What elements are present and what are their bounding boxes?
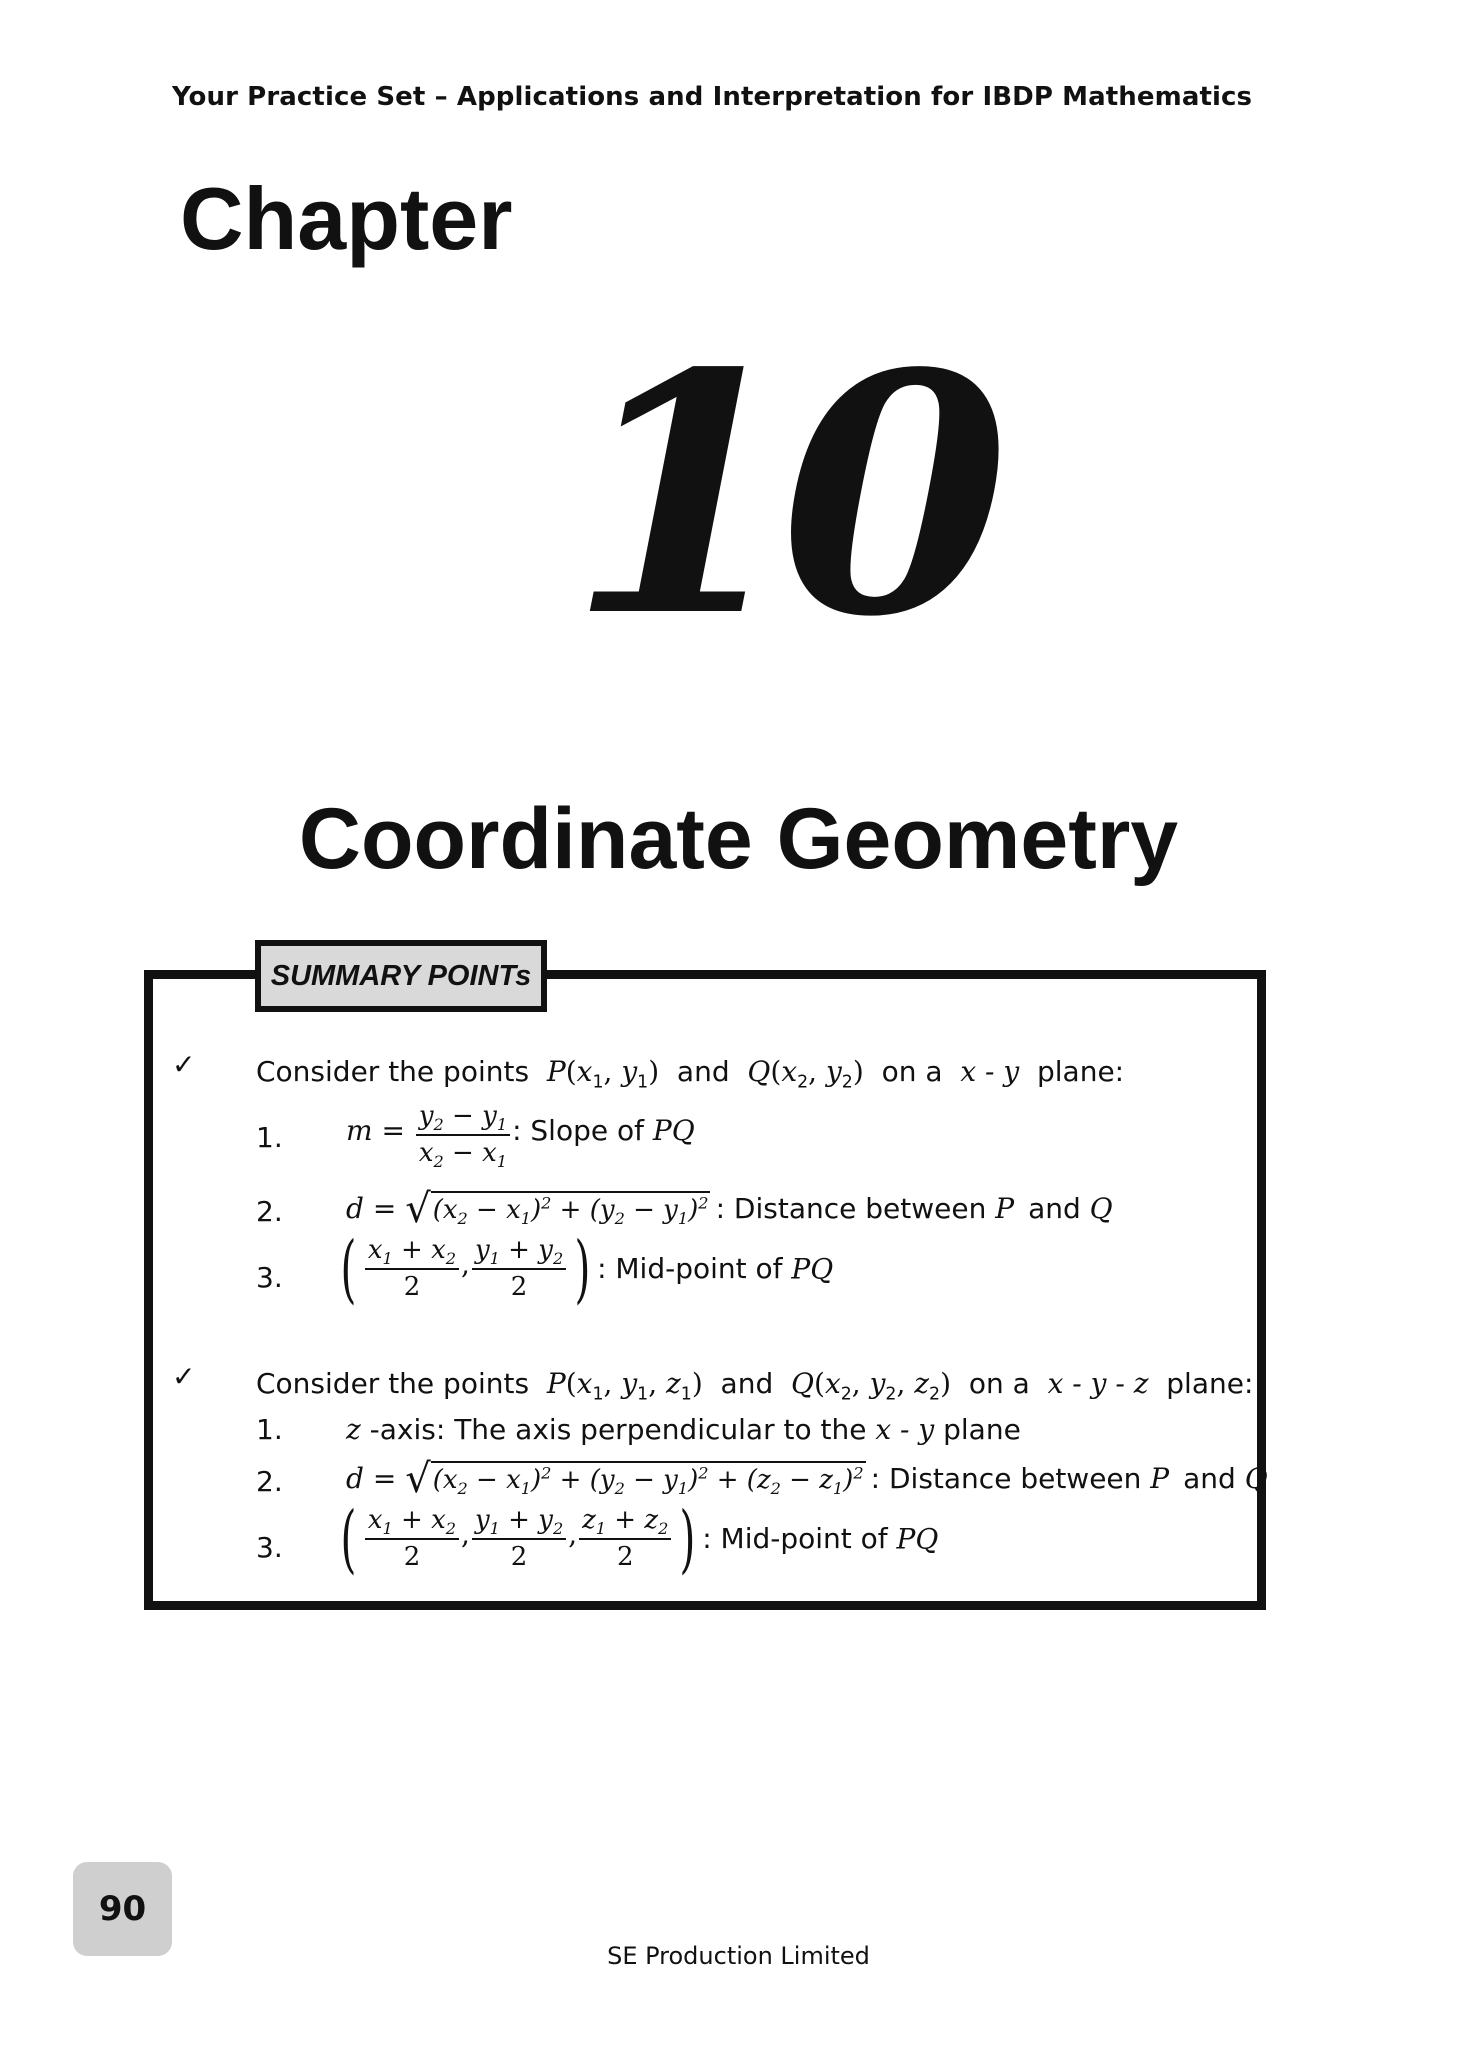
item-number: 3. <box>256 1261 283 1294</box>
z-axis-desc: -axis: The axis perpendicular to the <box>369 1413 867 1446</box>
slope-desc: : Slope of <box>512 1113 644 1147</box>
chapter-number: 10 <box>568 301 992 689</box>
intro-plane: plane: <box>1166 1367 1254 1400</box>
distance-desc: : Distance between <box>715 1192 987 1225</box>
point-q-3d: Q <box>782 1367 814 1400</box>
summary-label: SUMMARY POINTs <box>255 940 547 1012</box>
distance-formula-3d: $d = √(x_2 - x_1)^2 + (y_2 - y_1)^2 + (z_2 - z_1)^2$ : Distance between P and Q <box>346 1456 1268 1502</box>
item-number: 3. <box>256 1531 283 1564</box>
slope-formula: m = $\frac{y_2 - y_1}{x_2 - x_1}$ : Slope of PQ <box>346 1101 695 1172</box>
intro-on: on a <box>968 1367 1030 1400</box>
section-2-intro: Consider the points $P(x_1$, $y_1$, $z_1$) and $Q(x_2$, $y_2$, $z_2$) on a x - y - z plane: <box>256 1367 1254 1405</box>
intro-and: and <box>676 1055 730 1088</box>
point-p-2d: P <box>537 1055 566 1088</box>
distance-and: and <box>1028 1192 1081 1225</box>
midpoint-desc: : Mid-point of <box>702 1522 888 1555</box>
item-number: 1. <box>256 1121 283 1154</box>
intro-plane: plane: <box>1037 1055 1125 1088</box>
chapter-title: Coordinate Geometry <box>298 791 1179 887</box>
distance-formula-2d: $d = √(x_2 - x_1)^2 + (y_2 - y_1)^2$ : Distance between P and Q <box>346 1186 1113 1232</box>
intro-on: on a <box>881 1055 943 1088</box>
chapter-word: Chapter <box>180 169 513 268</box>
midpoint-formula-2d: ( $\frac{x_1 + x_2}{2}$ , $\frac{y_1 + y_2}{2}$ ) : Mid-point of PQ <box>340 1226 834 1312</box>
intro-prefix: Consider the points <box>256 1055 530 1088</box>
plane-xy: x - y <box>951 1055 1029 1088</box>
intro-and: and <box>720 1367 774 1400</box>
z-axis-tail: plane <box>943 1413 1021 1446</box>
running-header: Your Practice Set – Applications and Interpretation for IBDP Mathematics <box>172 82 1253 112</box>
page-number: 90 <box>73 1862 172 1956</box>
distance-desc: : Distance between <box>870 1462 1142 1495</box>
midpoint-formula-3d: ( $\frac{x_1 + x_2}{2}$ , $\frac{y_1 + y_2}{2}$ , $\frac{z_1 + z_2}{2}$ ) : Mid-point of PQ <box>340 1496 939 1582</box>
distance-and: and <box>1183 1462 1236 1495</box>
check-icon: ✓ <box>172 1048 196 1081</box>
point-p-3d: P <box>537 1367 566 1400</box>
z-axis-definition: z -axis: The axis perpendicular to the x - y plane <box>346 1413 1021 1446</box>
item-number: 2. <box>256 1195 283 1228</box>
midpoint-desc: : Mid-point of <box>597 1252 783 1285</box>
point-q-2d: Q <box>738 1055 771 1088</box>
section-1-intro: Consider the points $P(x_1$, $y_1$) and $Q(x_2$, $y_2$) on a x - y plane: <box>256 1055 1125 1093</box>
item-number: 1. <box>256 1413 283 1446</box>
plane-xyz: x - y - z <box>1038 1367 1158 1400</box>
intro-prefix: Consider the points <box>256 1367 530 1400</box>
check-icon: ✓ <box>172 1360 196 1393</box>
footer-publisher: SE Production Limited <box>607 1942 870 1970</box>
item-number: 2. <box>256 1465 283 1498</box>
